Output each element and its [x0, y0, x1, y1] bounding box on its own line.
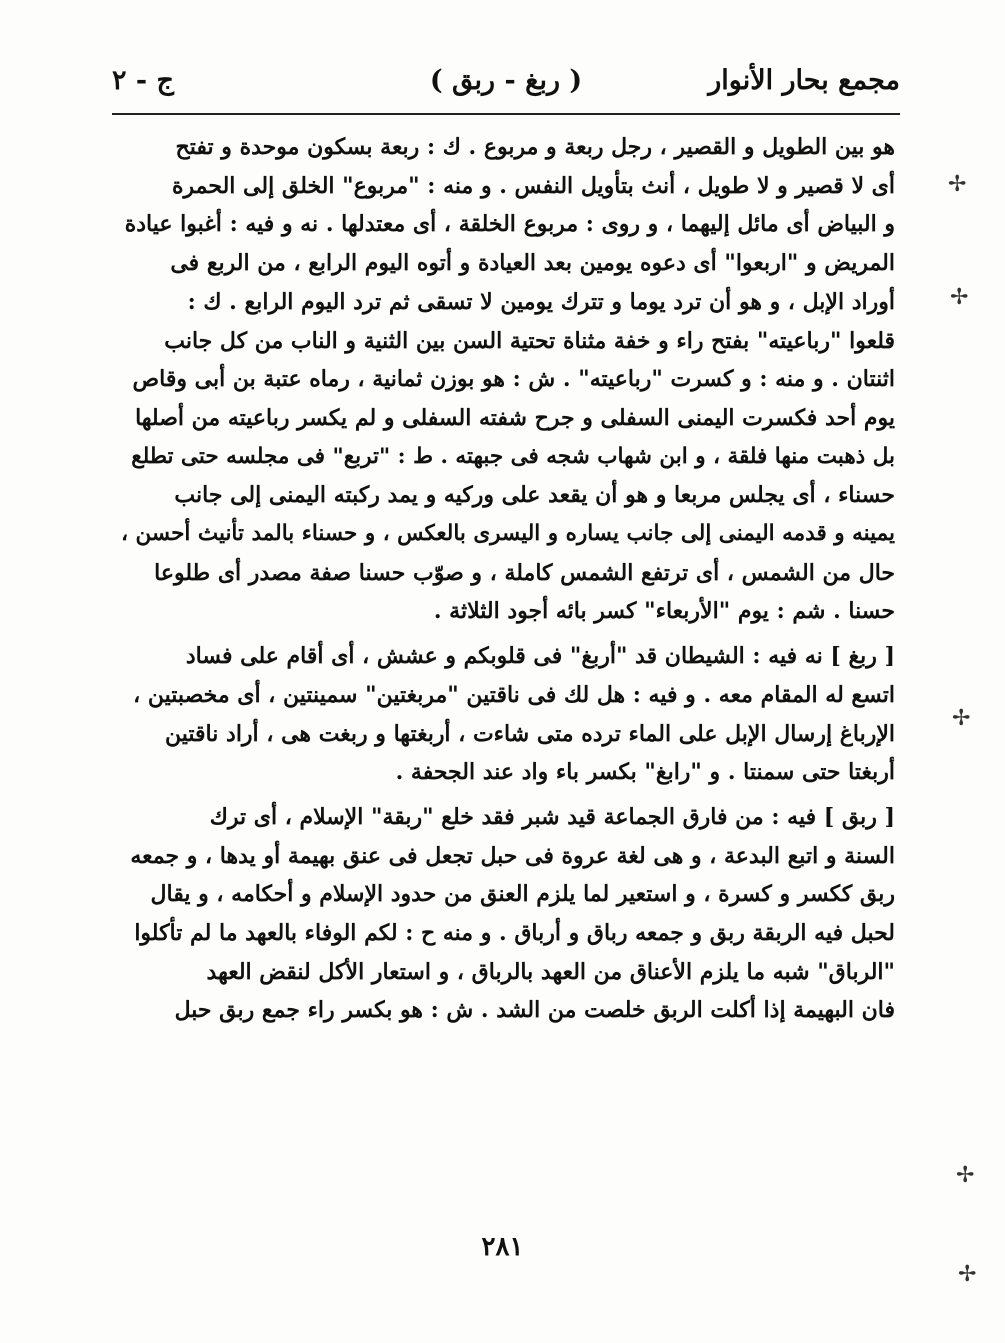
- text-line: السنة و اتبع البدعة ، و هى لغة عروة فى حبل تجعل فى عنق بهيمة أو يدها ، و جمعه: [130, 842, 895, 869]
- header-rule: [112, 113, 900, 115]
- margin-mark-icon: ✢: [956, 1163, 975, 1188]
- page-number: ٢٨١: [481, 1232, 524, 1262]
- page-body: [118, 128, 895, 1030]
- text-line: "الرباق" شبه ما يلزم الأعناق من العهد بالرباق ، و استعار الأكل لنقض العهد: [206, 958, 895, 985]
- running-header: [112, 50, 900, 110]
- margin-mark-icon: ✢: [958, 1262, 977, 1287]
- paragraph-rbʿ: [118, 128, 895, 631]
- text-line: و البياض أى مائل إليهما ، و روى : مربوع الخلقة ، أى معتدلها . نه و فيه : أغبوا عيادة: [124, 211, 895, 238]
- text-line: [ ربق ] فيه : من فارق الجماعة قيد شبر فقد خلع "ربقة" الإسلام ، أى ترك: [209, 803, 895, 830]
- text-line: هو بين الطويل و القصير ، رجل ربعة و مربوع . ك : ربعة بسكون موحدة و تفتح: [175, 134, 895, 160]
- text-line: فان البهيمة إذا أكلت الربق خلصت من الشد . ش : هو بكسر راء جمع ربق حبل: [174, 997, 895, 1024]
- text-line: قلعوا "رباعيته" بفتح راء و خفة مثناة تحتية السن بين الثنية و الناب من كل جانب: [164, 327, 895, 354]
- text-line: الإرباغ إرسال الإبل على الماء ترده متى شاءت ، أربغتها و ربغت هى ، أراد ناقتين: [165, 720, 895, 747]
- text-line: لحبل فيه الربقة ربق و جمعه رباق و أرباق . و منه ح : لكم الوفاء بالعهد ما لم تأكلوا: [134, 920, 895, 947]
- text-line: أوراد الإبل ، و هو أن ترد يوما و تترك يومين لا تسقى ثم ترد اليوم الرابع . ك :: [187, 288, 895, 315]
- text-line: المريض و "اربعوا" أى دعوه يومين بعد العيادة و أتوه اليوم الرابع ، من الربع فى: [170, 250, 895, 277]
- margin-mark-icon: ✢: [950, 285, 969, 310]
- text-line: حسناء ، أى يجلس مربعا و هو أن يقعد على وركيه و يمد ركبته اليمنى إلى جانب: [174, 482, 895, 509]
- header-volume: ج - ٢: [112, 64, 174, 96]
- text-line: اثنتان . و منه : و كسرت "رباعيته" . ش : هو بوزن ثمانية ، رماه عتبة بن أبى وقاص: [132, 366, 895, 393]
- paragraph-rbq: [118, 798, 895, 1030]
- header-book-title: مجمع بحار الأنوار: [708, 64, 900, 96]
- text-line: اتسع له المقام معه . و فيه : هل لك فى ناقتين "مربغتين" سمينتين ، أى مخصبتين ،: [133, 681, 895, 708]
- text-line: يوم أحد فكسرت اليمنى السفلى و جرح شفته السفلى و لم يكسر رباعيته من أصلها: [135, 404, 895, 431]
- paragraph-rbgh: [118, 637, 895, 792]
- header-entry-range: ( ربغ - ربق ): [429, 64, 583, 96]
- text-line: حال من الشمس ، أى ترتفع الشمس كاملة ، و صوّب حسنا صفة مصدر أى طلوعا: [154, 559, 895, 586]
- text-line: بل ذهبت منها فلقة ، و ابن شهاب شجه فى جبهته . ط : "تربع" فى مجلسه حتى تطلع: [131, 443, 895, 469]
- text-line: حسنا . شم : يوم "الأربعاء" كسر بائه أجود الثلاثة .: [433, 598, 895, 625]
- text-line: أربغتا حتى سمنتا . و "رابغ" بكسر باء واد عند الجحفة .: [395, 759, 895, 786]
- text-line: يمينه و قدمه اليمنى إلى جانب يساره و اليسرى بالعكس ، و حسناء بالمد تأنيث أحسن ،: [121, 521, 895, 547]
- text-line: أى لا قصير و لا طويل ، أنث بتأويل النفس . و منه : "مربوع" الخلق إلى الحمرة: [171, 172, 895, 199]
- text-line: ربق ككسر و كسرة ، و استعير لما يلزم العنق من حدود الإسلام و أحكامه ، و يقال: [150, 881, 895, 908]
- margin-mark-icon: ✢: [948, 172, 967, 197]
- margin-mark-icon: ✢: [952, 706, 971, 731]
- text-line: [ ربغ ] نه فيه : الشيطان قد "أربغ" فى قلوبكم و عشش ، أى أقام على فساد: [185, 643, 895, 670]
